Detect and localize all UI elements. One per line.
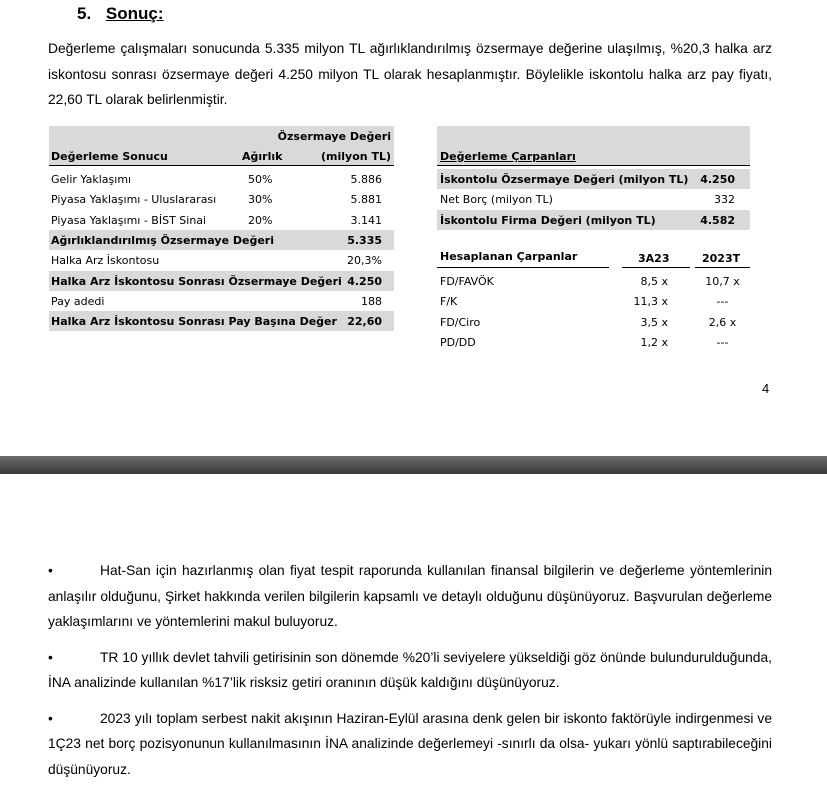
header-rule xyxy=(49,165,394,166)
valuation-row-value: 3.141 xyxy=(350,213,382,227)
header-col3-line2: (milyon TL) xyxy=(321,150,391,163)
bullet-mark: • xyxy=(48,563,53,578)
bullet-list xyxy=(48,558,772,792)
multiples-row xyxy=(437,210,750,230)
multiples-row xyxy=(437,189,750,209)
calc-header xyxy=(437,248,750,268)
calc-rule-1 xyxy=(437,267,609,268)
multiples-header xyxy=(437,126,750,166)
calc-row-value-3a23: 3,5 x xyxy=(640,315,668,329)
bullet-text: 2023 yılı toplam serbest nakit akışının Haziran-Eylül arasına denk gelen bir iskonto faktörüyle indirgenmesi ve 1Ç23 net borç pozisyonunun kullanılmasının İNA analizinde değerlemeyi -sınırlı da olsa- yukarı yönlü saptırabileceğini düşünüyoruz. xyxy=(48,710,772,777)
calc-row-label: PD/DD xyxy=(440,335,476,349)
calc-row-label: FD/Ciro xyxy=(440,315,481,329)
valuation-row xyxy=(49,291,394,311)
multiples-header-rule xyxy=(437,165,750,166)
calc-row-value-3a23: 8,5 x xyxy=(640,275,668,288)
page-number: 4 xyxy=(762,381,770,396)
multiples-row-label: İskontolu Özsermaye Değeri (milyon TL) xyxy=(440,173,689,186)
valuation-row xyxy=(49,189,394,209)
multiples-row-value: 4.250 xyxy=(700,173,735,186)
page-divider xyxy=(0,456,827,474)
calc-row-label: FD/FAVÖK xyxy=(440,275,494,288)
calc-row-label: F/K xyxy=(440,295,458,309)
valuation-row-value: 4.250 xyxy=(347,274,382,288)
multiples-header-label: Değerleme Çarpanları xyxy=(440,150,576,163)
calc-row xyxy=(437,312,750,332)
header-col1: Değerleme Sonucu xyxy=(51,150,168,163)
valuation-table-header xyxy=(49,126,394,166)
valuation-row-weight: 30% xyxy=(248,193,273,207)
calc-row-value-2023t: 10,7 x xyxy=(705,275,740,288)
section-title-text: Sonuç: xyxy=(105,4,164,23)
bullet-mark: • xyxy=(48,649,53,665)
valuation-row-value: 20,3% xyxy=(347,254,382,268)
valuation-row-label: Gelir Yaklaşımı xyxy=(51,173,132,186)
valuation-row xyxy=(49,250,394,270)
valuation-row-value: 5.881 xyxy=(350,193,382,207)
calc-row-value-2023t: 2,6 x xyxy=(708,315,737,329)
valuation-row xyxy=(49,271,394,291)
valuation-row-label: Piyasa Yaklaşımı - Uluslararası xyxy=(51,193,217,207)
valuation-row-label: Halka Arz İskontosu Sonrası Pay Başına Değer xyxy=(51,315,337,329)
calc-row xyxy=(437,332,750,352)
valuation-row-label: Pay adedi xyxy=(51,294,105,308)
calc-row-value-2023t: --- xyxy=(716,295,729,309)
calc-header-col2: 2023T xyxy=(702,252,741,265)
calc-row-value-3a23: 1,2 x xyxy=(640,335,668,349)
valuation-row xyxy=(49,311,394,331)
valuation-row-label: Ağırlıklandırılmış Özsermaye Değeri xyxy=(51,233,274,247)
calc-rule-2 xyxy=(622,267,690,268)
valuation-row-weight: 20% xyxy=(248,213,273,227)
multiples-row-value: 4.582 xyxy=(700,213,735,227)
valuation-row-label: Piyasa Yaklaşımı - BİST Sinai xyxy=(51,213,207,227)
valuation-row xyxy=(49,230,394,250)
valuation-row-value: 5.886 xyxy=(350,173,382,186)
bullet-item xyxy=(48,645,772,696)
bullet-item xyxy=(48,706,772,783)
calc-header-label: Hesaplanan Çarpanlar xyxy=(440,250,578,263)
intro-paragraph xyxy=(48,36,772,113)
bullet-mark: • xyxy=(48,710,53,726)
intro-text: Değerleme çalışmaları sonucunda 5.335 milyon TL ağırlıklandırılmış özsermaye değerine ulaşılmış, %20,3 halka arz iskontosu sonrası özsermaye değeri 4.250 milyon TL olarak hesaplanmıştır. Böylelikle iskontolu halka arz pay fiyatı, 22,60 TL olarak belirlenmiştir. xyxy=(48,41,772,107)
multiples-row xyxy=(437,169,750,189)
valuation-row xyxy=(49,210,394,230)
valuation-row-label: Halka Arz İskontosu xyxy=(51,254,160,268)
valuation-row-value: 22,60 xyxy=(347,315,382,329)
calc-row-value-2023t: --- xyxy=(716,335,729,349)
calc-row xyxy=(437,291,750,311)
valuation-table xyxy=(49,126,394,332)
header-col2: Ağırlık xyxy=(242,150,283,163)
multiples-row-label: Net Borç (milyon TL) xyxy=(440,193,553,207)
multiples-row-label: İskontolu Firma Değeri (milyon TL) xyxy=(440,213,656,227)
valuation-row-label: Halka Arz İskontosu Sonrası Özsermaye Değeri xyxy=(51,274,342,288)
valuation-row-weight: 50% xyxy=(248,173,273,186)
bullet-item xyxy=(48,558,772,635)
header-col3-line1: Özsermaye Değeri xyxy=(277,130,391,143)
calc-header-col1: 3A23 xyxy=(638,252,670,265)
calc-row-value-3a23: 11,3 x xyxy=(633,295,668,309)
valuation-row-value: 5.335 xyxy=(347,233,382,247)
valuation-row-value: 188 xyxy=(361,294,382,308)
bullet-text: Hat-San için hazırlanmış olan fiyat tespit raporunda kullanılan finansal bilgilerin ve değerleme yöntemlerinin anlaşılır olduğunu, Şirket hakkında verilen bilgilerin kapsamlı ve detaylı olduğunu düşünüyoruz. Başvurulan değerleme yaklaşımlarını ve yöntemlerini makul buluyoruz. xyxy=(48,563,772,629)
valuation-row xyxy=(49,169,394,189)
section-number: 5. xyxy=(77,4,92,23)
multiples-row-value: 332 xyxy=(714,193,735,207)
calc-rule-3 xyxy=(695,267,750,268)
bullet-text: TR 10 yıllık devlet tahvili getirisinin son dönemde %20’li seviyelere yükseldiği göz önünde bulundurulduğunda, İNA analizinde kullanılan %17’lik risksiz getiri oranının düşük kaldığını düşünüyoruz. xyxy=(48,649,772,690)
calc-row xyxy=(437,271,750,291)
section-title xyxy=(77,4,164,24)
